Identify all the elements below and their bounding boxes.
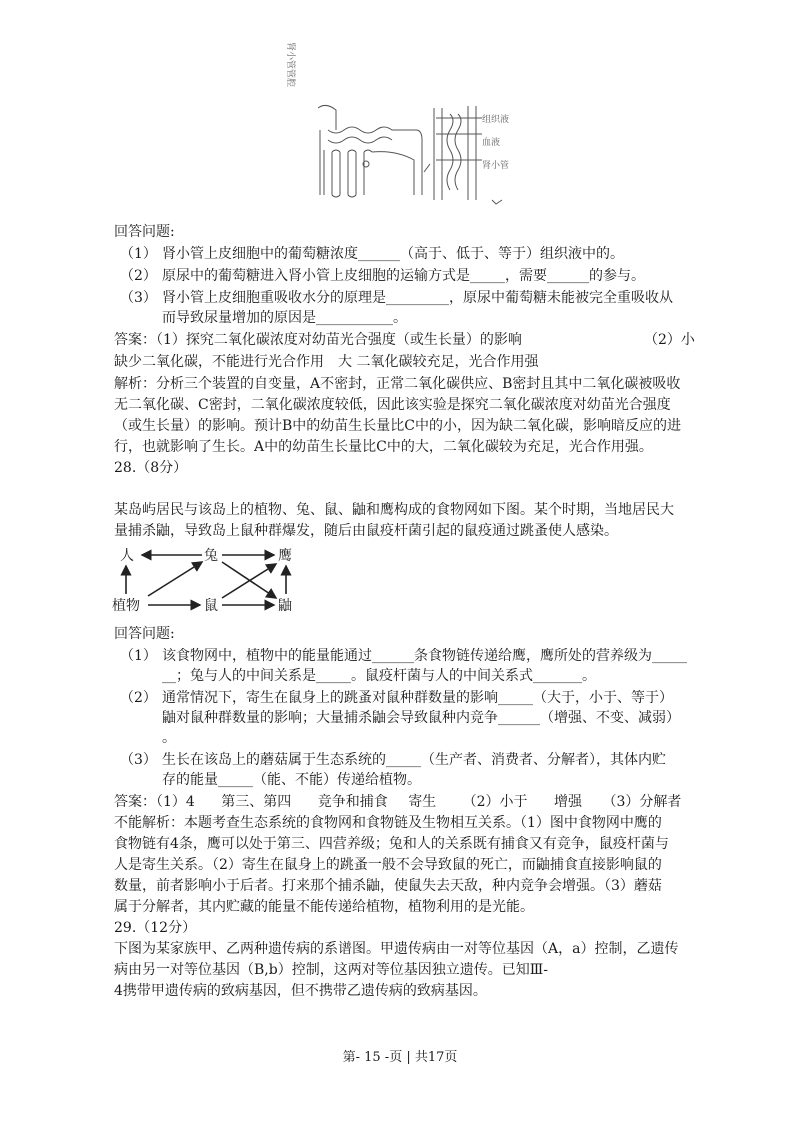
q27-answer-line-1-tail: （2）小 — [644, 332, 695, 348]
q28-item-2-text-cont: 鼬对鼠种群数量的影响；大量捕杀鼬会导致鼠种内竞争______（增强、不变、减弱） — [162, 710, 680, 726]
q28-answer-part-5: （2）小于 — [462, 794, 528, 810]
q28-header: 28.（8分） — [114, 460, 188, 476]
q27-item-3-text-cont: 而导致尿量增加的原因是___________。 — [162, 310, 407, 326]
q27-item-1-text: 肾小管上皮细胞中的葡萄糖浓度______（高于、低于、等于）组织液中的。 — [162, 246, 624, 262]
q28-item-3-text: 生长在该岛上的蘑菇属于生态系统的_____（生产者、消费者、分解者），其体内贮 — [162, 752, 666, 768]
node-weasel: 鼬 — [278, 598, 292, 614]
kidney-tubule-figure — [285, 42, 526, 210]
q28-prompt: 回答问题: — [114, 626, 175, 642]
q29-line-3: 4携带甲遗传病的致病基因，但不携带乙遗传病的致病基因。 — [114, 983, 487, 999]
q27-analysis-line-1: 解析：分析三个装置的自变量，A不密封，正常二氧化碳供应、B密封且其中二氧化碳被吸收 — [114, 376, 681, 392]
q28-answer-part-4: 寄生 — [408, 794, 437, 810]
q28-item-2-text: 通常情况下，寄生在鼠身上的跳蚤对鼠种群数量的影响_____（大于，小于、等于） — [162, 690, 673, 706]
q28-answer-part-2: 第三、第四 — [221, 794, 292, 810]
q27-item-3-num: （3） — [120, 290, 157, 306]
q27-answer-line-1: 答案：（1）探究二氧化碳浓度对幼苗光合强度（或生长量）的影响 — [114, 332, 522, 348]
q27-item-2-num: （2） — [120, 268, 157, 284]
q28-item-1-text-cont: __；兔与人的中间关系是_____。鼠疫杆菌与人的中间关系式_______。 — [162, 668, 596, 684]
q28-analysis-line-2: 食物链有4条，鹰可以处于第三、四营养级；兔和人的关系既有捕食又有竞争，鼠疫杆菌与 — [114, 836, 669, 852]
q28-item-2-num: （2） — [120, 690, 157, 706]
q28-intro-line-2: 量捕杀鼬，导致岛上鼠种群爆发，随后由鼠疫杆菌引起的鼠疫通过跳蚤使人感染。 — [114, 523, 618, 539]
q28-answer-part-7: （3）分解者 — [602, 794, 682, 810]
q27-answer-line-2: 缺少二氧化碳，不能进行光合作用 大 二氧化碳较充足，光合作用强 — [114, 354, 539, 370]
node-plant: 植物 — [112, 598, 140, 614]
q28-item-2-text-cont-2: 。 — [162, 730, 176, 746]
q27-item-3-text: 肾小管上皮细胞重吸收水分的原理是_________，原尿中葡萄糖未能被完全重吸收从 — [162, 290, 673, 306]
q28-analysis-line-3: 人是寄生关系。（2）寄生在鼠身上的跳蚤一般不会导致鼠的死亡，而鼬捕食直接影响鼠的 — [114, 857, 662, 873]
q27-analysis-line-2: 无二氧化碳、C密封，二氧化碳浓度较低，因此该实验是探究二氧化碳浓度对幼苗光合强度 — [114, 397, 671, 413]
q27-analysis-line-4: 行，也就影响了生长。A中的幼苗生长量比C中的大，二氧化碳较为充足，光合作用强。 — [114, 439, 653, 455]
q27-item-2-text: 原尿中的葡萄糖进入肾小管上皮细胞的运输方式是_____，需要______的参与。 — [162, 268, 645, 284]
node-human: 人 — [120, 548, 134, 564]
kidney-label-tissue-fluid: 组织液 — [482, 115, 510, 125]
arrow-plant-rabbit — [148, 562, 202, 596]
q28-item-3-num: （3） — [120, 752, 157, 768]
q29-header: 29.（12分） — [114, 920, 197, 936]
q28-analysis-line-5: 属于分解者，其内贮藏的能量不能传递给植物，植物利用的是光能。 — [114, 899, 534, 915]
node-mouse: 鼠 — [204, 598, 218, 614]
q28-answer-part-6: 增强 — [554, 794, 583, 810]
q28-item-1-num: （1） — [120, 648, 157, 664]
kidney-label-left: 肾小管管腔 — [285, 42, 295, 88]
q28-intro-line-1: 某岛屿居民与该岛上的植物、兔、鼠、鼬和鹰构成的食物网如下图。某个时期，当地居民大 — [114, 502, 674, 518]
q28-analysis-line-1: 不能解析：本题考查生态系统的食物网和食物链及生物相互关系。（1）图中食物网中鹰的 — [114, 815, 662, 831]
q28-answer-part-3: 竞争和捕食 — [317, 794, 388, 810]
q28-analysis-line-4: 数量，前者影响小于后者。打来那个捕杀鼬，使鼠失去天敌，种内竞争会增强。（3）蘑菇 — [114, 878, 662, 894]
q27-analysis-line-3: （或生长量）的影响。预计B中的幼苗生长量比C中的小，因为缺二氧化碳，影响暗反应的进 — [114, 418, 681, 434]
kidney-label-blood: 血液 — [482, 138, 501, 148]
q29-line-1: 下图为某家族甲、乙两种遗传病的系谱图。甲遗传病由一对等位基因（A，a）控制，乙遗传 — [114, 941, 679, 957]
q28-item-1-text: 该食物网中，植物中的能量能通过______条食物链传递给鹰，鹰所处的营养级为_____ — [162, 648, 687, 664]
node-eagle: 鹰 — [278, 548, 292, 564]
q28-answer — [114, 792, 681, 812]
page-footer: 第- 15 -页 | 共17页 — [342, 1050, 458, 1065]
node-rabbit: 兔 — [204, 548, 218, 564]
food-web-diagram — [112, 544, 312, 616]
q27-prompt: 回答问题: — [114, 224, 175, 240]
q29-line-2: 病由另一对等位基因（B,b）控制，这两对等位基因独立遗传。已知Ⅲ- — [114, 962, 548, 978]
kidney-label-tubule: 肾小管 — [482, 161, 510, 171]
q27-item-1-num: （1） — [120, 246, 157, 262]
q28-item-3-text-cont: 存的能量_____（能、不能）传递给植物。 — [162, 772, 421, 788]
q28-answer-part-1: 答案：（1）4 — [114, 794, 195, 810]
